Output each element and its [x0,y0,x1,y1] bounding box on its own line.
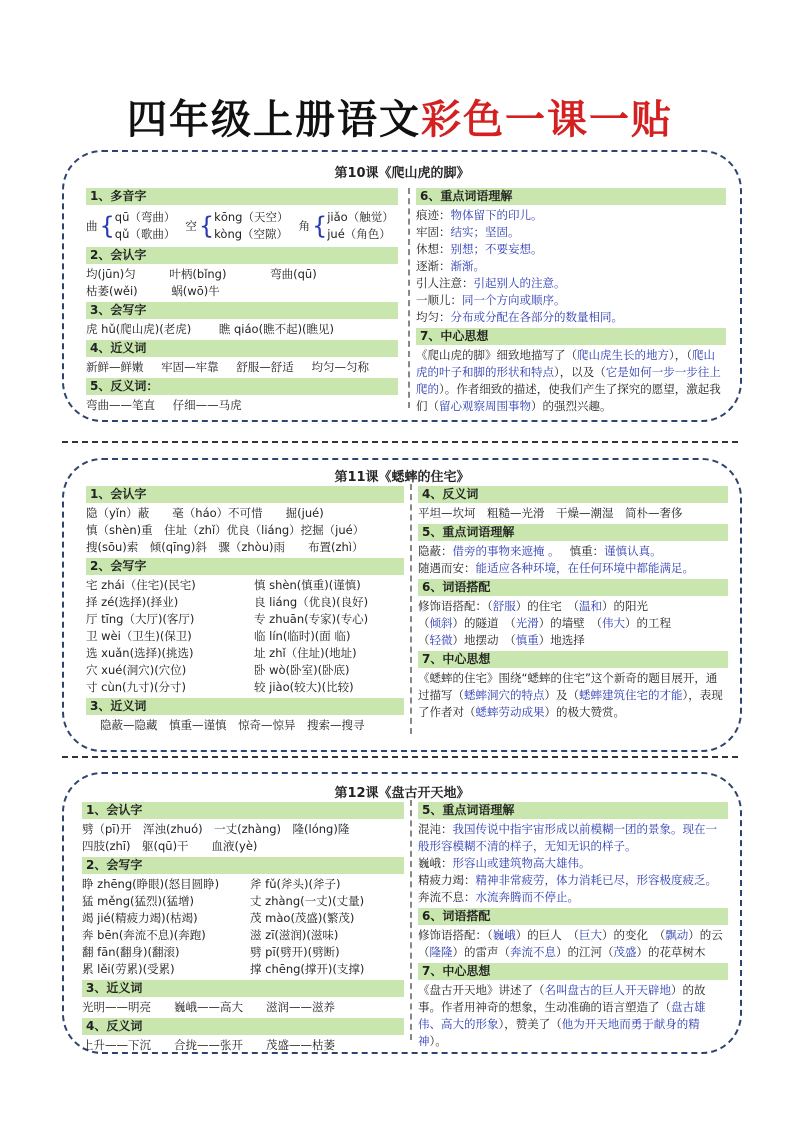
section-heading: 4、反义词 [82,1018,404,1035]
section-heading: 1、多音字 [86,188,398,205]
section-heading: 2、会写字 [82,857,404,874]
recog-line: 隐（yǐn）蔽 毫（háo）不可惜 掘(jué) [86,506,324,520]
lesson11-title: 第11课《蟋蟀的住宅》 [334,470,470,485]
column-divider [408,188,410,408]
section-heading: 6、重点词语理解 [416,188,726,205]
recog-line: 搜(sōu)索 倾(qīng)斜 骤（zhòu)雨 布置(zhì） [86,540,364,554]
lesson12-card [62,772,742,1054]
section-heading: 2、会写字 [86,558,404,575]
lesson11-right [418,484,728,721]
polyphone-item: 角 { jiǎo（触觉） jué（角色） [298,210,394,241]
section-heading: 7、中心思想 [416,328,726,345]
lesson10-title: 第10课《爬山虎的脚》 [334,166,470,181]
lesson12-title: 第12课《盘古开天地》 [334,786,470,801]
section-heading: 5、重点词语理解 [418,524,728,541]
section-heading: 2、会认字 [86,247,398,264]
antonym-line: 平坦—坎坷 粗糙—光滑 干燥—潮湿 简朴—奢侈 [418,506,683,520]
term-line: 精疲力竭：精神非常疲劳，体力消耗已尽，形容极度疲乏。 [418,873,717,887]
section-heading: 1、会认字 [82,802,404,819]
lesson10-left [86,186,398,414]
recog-line: 枯萎(wěi) 蜗(wō)牛 [86,284,220,298]
lesson12-left [82,800,404,1054]
column-divider [410,800,412,1040]
title-part2: 彩色一课一贴 [421,96,673,143]
lesson11-card [62,458,742,752]
section-heading: 4、反义词 [418,486,728,503]
section-heading: 7、中心思想 [418,651,728,668]
synonym-line: 光明——明亮 巍峨——高大 滋润——滋养 [82,1000,335,1014]
synonym-line: 隐蔽—隐藏 慎重—谨慎 惊奇—惊异 搜索—搜寻 [100,718,365,732]
term-line: 引人注意：引起别人的注意。 [416,276,566,290]
collocation-line: （倾斜）的隧道 （光滑）的墙壁 （伟大）的工程 [418,616,671,630]
recog-line: 均(jūn)匀 叶柄(bǐng) 弯曲(qū) [86,267,317,281]
term-line: 痕迹：物体留下的印儿。 [416,208,543,222]
section-heading: 4、近义词 [86,340,398,357]
term-line: 巍峨：形容山或建筑物高大雄伟。 [418,856,591,870]
section-heading: 3、会写字 [86,302,398,319]
section-separator [62,441,738,443]
term-line: 一顺儿：同一个方向或顺序。 [416,293,566,307]
section-heading: 6、词语搭配 [418,579,728,596]
page-title [0,88,800,145]
term-line: 隐蔽：借旁的事物来遮掩 。 慎重：谨慎认真。 [418,544,662,558]
lesson11-left [86,484,404,734]
lesson10-right [416,186,726,415]
term-line: 奔流不息：水流奔腾而不停止。 [418,890,579,904]
term-line: 混沌：我国传说中指宇宙形成以前模糊一团的景象。现在一般形容模糊不清的样子，无知无识的样子。 [418,822,717,853]
collocation-line: 修饰语搭配：（巍峨）的巨人 （巨大）的变化 （飘动）的云 [418,928,723,942]
section-heading: 3、近义词 [86,698,404,715]
title-part1: 四年级上册语文 [127,96,421,143]
term-line: 休想：别想；不要妄想。 [416,242,543,256]
section-heading: 5、反义词： [86,378,398,395]
column-divider [410,484,412,734]
recog-line: 四肢(zhī) 躯(qū)干 血液(yè) [82,839,258,853]
section-heading: 6、词语搭配 [418,908,728,925]
term-line: 均匀：分布或分配在各部分的数量相同。 [416,310,623,324]
antonym-line: 弯曲——笔直 仔细——马虎 [86,398,242,412]
collocation-line: （隆隆）的雷声（奔流不息）的江河（茂盛）的花草树木 [418,945,706,959]
section-heading: 3、近义词 [82,980,404,997]
term-line: 牢固：结实；坚固。 [416,225,520,239]
antonym-line: 上升——下沉 合拢——张开 茂盛——枯萎 [82,1038,335,1052]
write-line: 虎 hǔ(爬山虎)(老虎) 瞧 qiáo(瞧不起)(瞧见) [86,322,335,336]
lesson12-right [418,800,728,1050]
write-grid: 睁 zhēng(睁眼)(怒目圆睁) 斧 fǔ(斧头)(斧子) 猛 měng(猛烈)(猛增) 丈 zhàng(一丈)(丈量) 竭 jié(精疲力竭)(枯竭) 茂 mào(茂盛)(繁茂) 奔 bēn(奔流不息)(奔跑) 滋 zī(滋润)(滋味) 翻 fān(翻身)(翻滚) 劈 pī(劈开)(劈断) 累 lěi(劳累)(受累) 撑 chēng(撑开)(支撑) [82,877,365,976]
central-idea: 《盘古开天地》讲述了（名叫盘古的巨人开天辟地）的故事。作者用神奇的想象，生动准确的语言塑造了（盘古雄伟、高大的形象），赞美了（他为开天地而勇于献身的精神）。 [418,983,706,1048]
polyphone-item: 空 { kōng（天空） kòng（空隙） [185,210,289,241]
term-line: 逐渐：渐渐。 [416,259,485,273]
section-heading: 7、中心思想 [418,963,728,980]
polyphone-table [86,207,398,245]
collocation-line: （轻微）地摆动 （慎重）地选择 [418,633,585,647]
section-heading: 5、重点词语理解 [418,802,728,819]
recog-line: 劈（pī)开 浑浊(zhuó) 一丈(zhàng) 隆(lóng)隆 [82,822,350,836]
synonym-line: 新鲜—鲜嫩 牢固—牢靠 舒服—舒适 均匀—匀称 [86,360,369,374]
collocation-line: 修饰语搭配：（舒服）的住宅 （温和）的阳光 [418,599,648,613]
lesson10-card [62,150,742,422]
central-idea: 《爬山虎的脚》细致地描写了（爬山虎生长的地方），（爬山虎的叶子和脚的形状和特点），以及（它是如何一步一步往上爬的）。作者细致的描述，使我们产生了探究的愿望，激起我们（留心观察周围事物）的强烈兴趣。 [416,348,721,413]
section-heading: 1、会认字 [86,486,404,503]
term-line: 随遇而安：能适应各种环境，在任何环境中都能满足。 [418,561,694,575]
central-idea: 《蟋蟀的住宅》围绕“蟋蟀的住宅”这个新奇的题目展开，通过描写（蟋蟀洞穴的特点）及（蟋蟀建筑住宅的才能），表现了作者对（蟋蟀劳动成果）的极大赞赏。 [418,671,723,719]
write-grid: 宅 zhái（住宅)(民宅) 慎 shèn(慎重)(谨慎) 择 zé(选择)(择业) 良 liáng（优良)(良好) 厅 tīng（大厅)(客厅) 专 zhuān(专家)(专心) 卫 wèi（卫生)(保卫) 临 lín(临时)(面 临) 选 xuǎn(选择)(挑选) 址 zhǐ（住址)(地址) 穴 xué(洞穴)(穴位) 卧 wò(卧室)(卧底) 寸 cùn(九寸)(分寸) 较 jiào(较大)(比较) [86,578,369,694]
recog-line: 慎（shèn)重 住址（zhǐ）优良（liáng）挖掘（jué） [86,523,365,537]
polyphone-item: 曲 { qū（弯曲） qǔ（歌曲） [86,210,176,241]
section-separator [62,756,738,758]
